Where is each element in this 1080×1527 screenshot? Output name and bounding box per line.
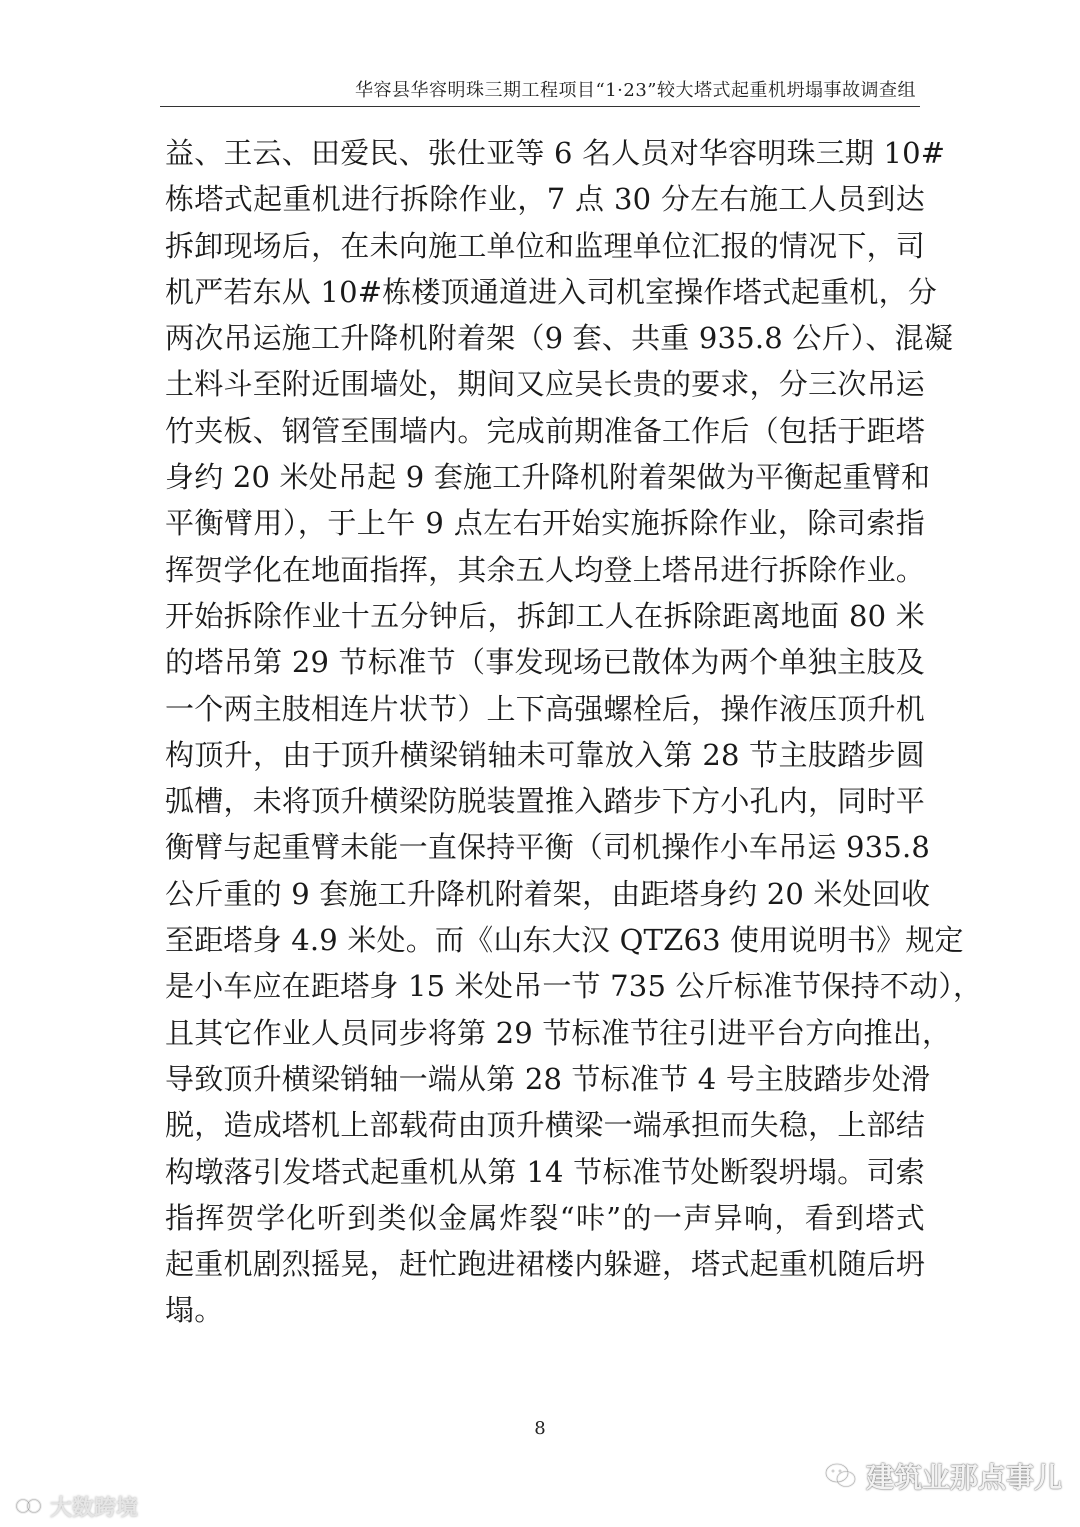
- text-line: 导致顶升横梁销轴一端从第 28 节标准节 4 号主肢踏步处滑: [165, 1061, 931, 1096]
- wechat-icon: [824, 1461, 858, 1491]
- watermark-left: [14, 1492, 138, 1520]
- text-line: 脱，造成塔机上部载荷由顶升横梁一端承担而失稳，上部结: [165, 1108, 925, 1143]
- text-line: 弧槽，未将顶升横梁防脱装置推入踏步下方小孔内，同时平: [165, 784, 925, 819]
- text-line: 衡臂与起重臂未能一直保持平衡（司机操作小车吊运 935.8: [165, 830, 931, 865]
- text-line: 机严若东从 10#栋楼顶通道进入司机室操作塔式起重机，分: [165, 274, 938, 309]
- text-line: 构墩落引发塔式起重机从第 14 节标准节处断裂坍塌。司索: [165, 1154, 925, 1189]
- chain-logo-icon: [14, 1495, 44, 1517]
- text-line: 栋塔式起重机进行拆除作业，7 点 30 分左右施工人员到达: [165, 182, 925, 217]
- text-line: 一个两主肢相连片状节）上下高强螺栓后，操作液压顶升机: [165, 691, 925, 726]
- watermark-left-text: 大数跨境: [50, 1495, 139, 1521]
- text-line: 益、王云、田爱民、张仕亚等 6 名人员对华容明珠三期 10#: [165, 136, 946, 170]
- text-line: 且其它作业人员同步将第 29 节标准节往引进平台方向推出，: [165, 1015, 952, 1050]
- text-line: 拆卸现场后，在未向施工单位和监理单位汇报的情况下，司: [165, 228, 925, 263]
- text-line: 开始拆除作业十五分钟后，拆卸工人在拆除距离地面 80 米: [165, 598, 925, 633]
- text-line: 的塔吊第 29 节标准节（事发现场已散体为两个单独主肢及: [165, 645, 925, 680]
- text-line: 是小车应在距塔身 15 米处吊一节 735 公斤标准节保持不动），: [165, 969, 983, 1004]
- page-header: [160, 72, 920, 107]
- page-number: 8: [534, 1418, 546, 1439]
- text-line: 平衡臂用），于上午 9 点左右开始实施拆除作业，除司索指: [165, 506, 925, 541]
- text-line: 公斤重的 9 套施工升降机附着架，由距塔身约 20 米处回收: [165, 876, 931, 911]
- text-line: 至距塔身 4.9 米处。而《山东大汉 QTZ63 使用说明书》规定: [165, 923, 964, 958]
- text-line: 指挥贺学化听到类似金属炸裂“咔”的一声异响，看到塔式: [165, 1200, 925, 1235]
- body-text: [165, 130, 983, 1334]
- text-line: 挥贺学化在地面指挥，其余五人均登上塔吊进行拆除作业。: [165, 552, 925, 587]
- text-line: 土料斗至附近围墙处，期间又应吴长贵的要求，分三次吊运: [165, 367, 925, 402]
- watermark-right: [824, 1456, 1062, 1496]
- text-line: 起重机剧烈摇晃，赶忙跑进裙楼内躲避，塔式起重机随后坍: [165, 1247, 925, 1282]
- watermark-right-text: 建筑业那点事儿: [865, 1461, 1062, 1494]
- text-line: 两次吊运施工升降机附着架（9 套、共重 935.8 公斤）、混凝: [165, 321, 954, 356]
- text-line: 身约 20 米处吊起 9 套施工升降机附着架做为平衡起重臂和: [165, 460, 931, 495]
- text-line: 塌。: [165, 1293, 224, 1328]
- text-line: 竹夹板、钢管至围墙内。完成前期准备工作后（包括于距塔: [165, 413, 925, 448]
- header-title: 华容县华容明珠三期工程项目“1·23”较大塔式起重机坍塌事故调查组: [355, 80, 916, 101]
- text-line: 构顶升，由于顶升横梁销轴未可靠放入第 28 节主肢踏步圆: [165, 737, 925, 772]
